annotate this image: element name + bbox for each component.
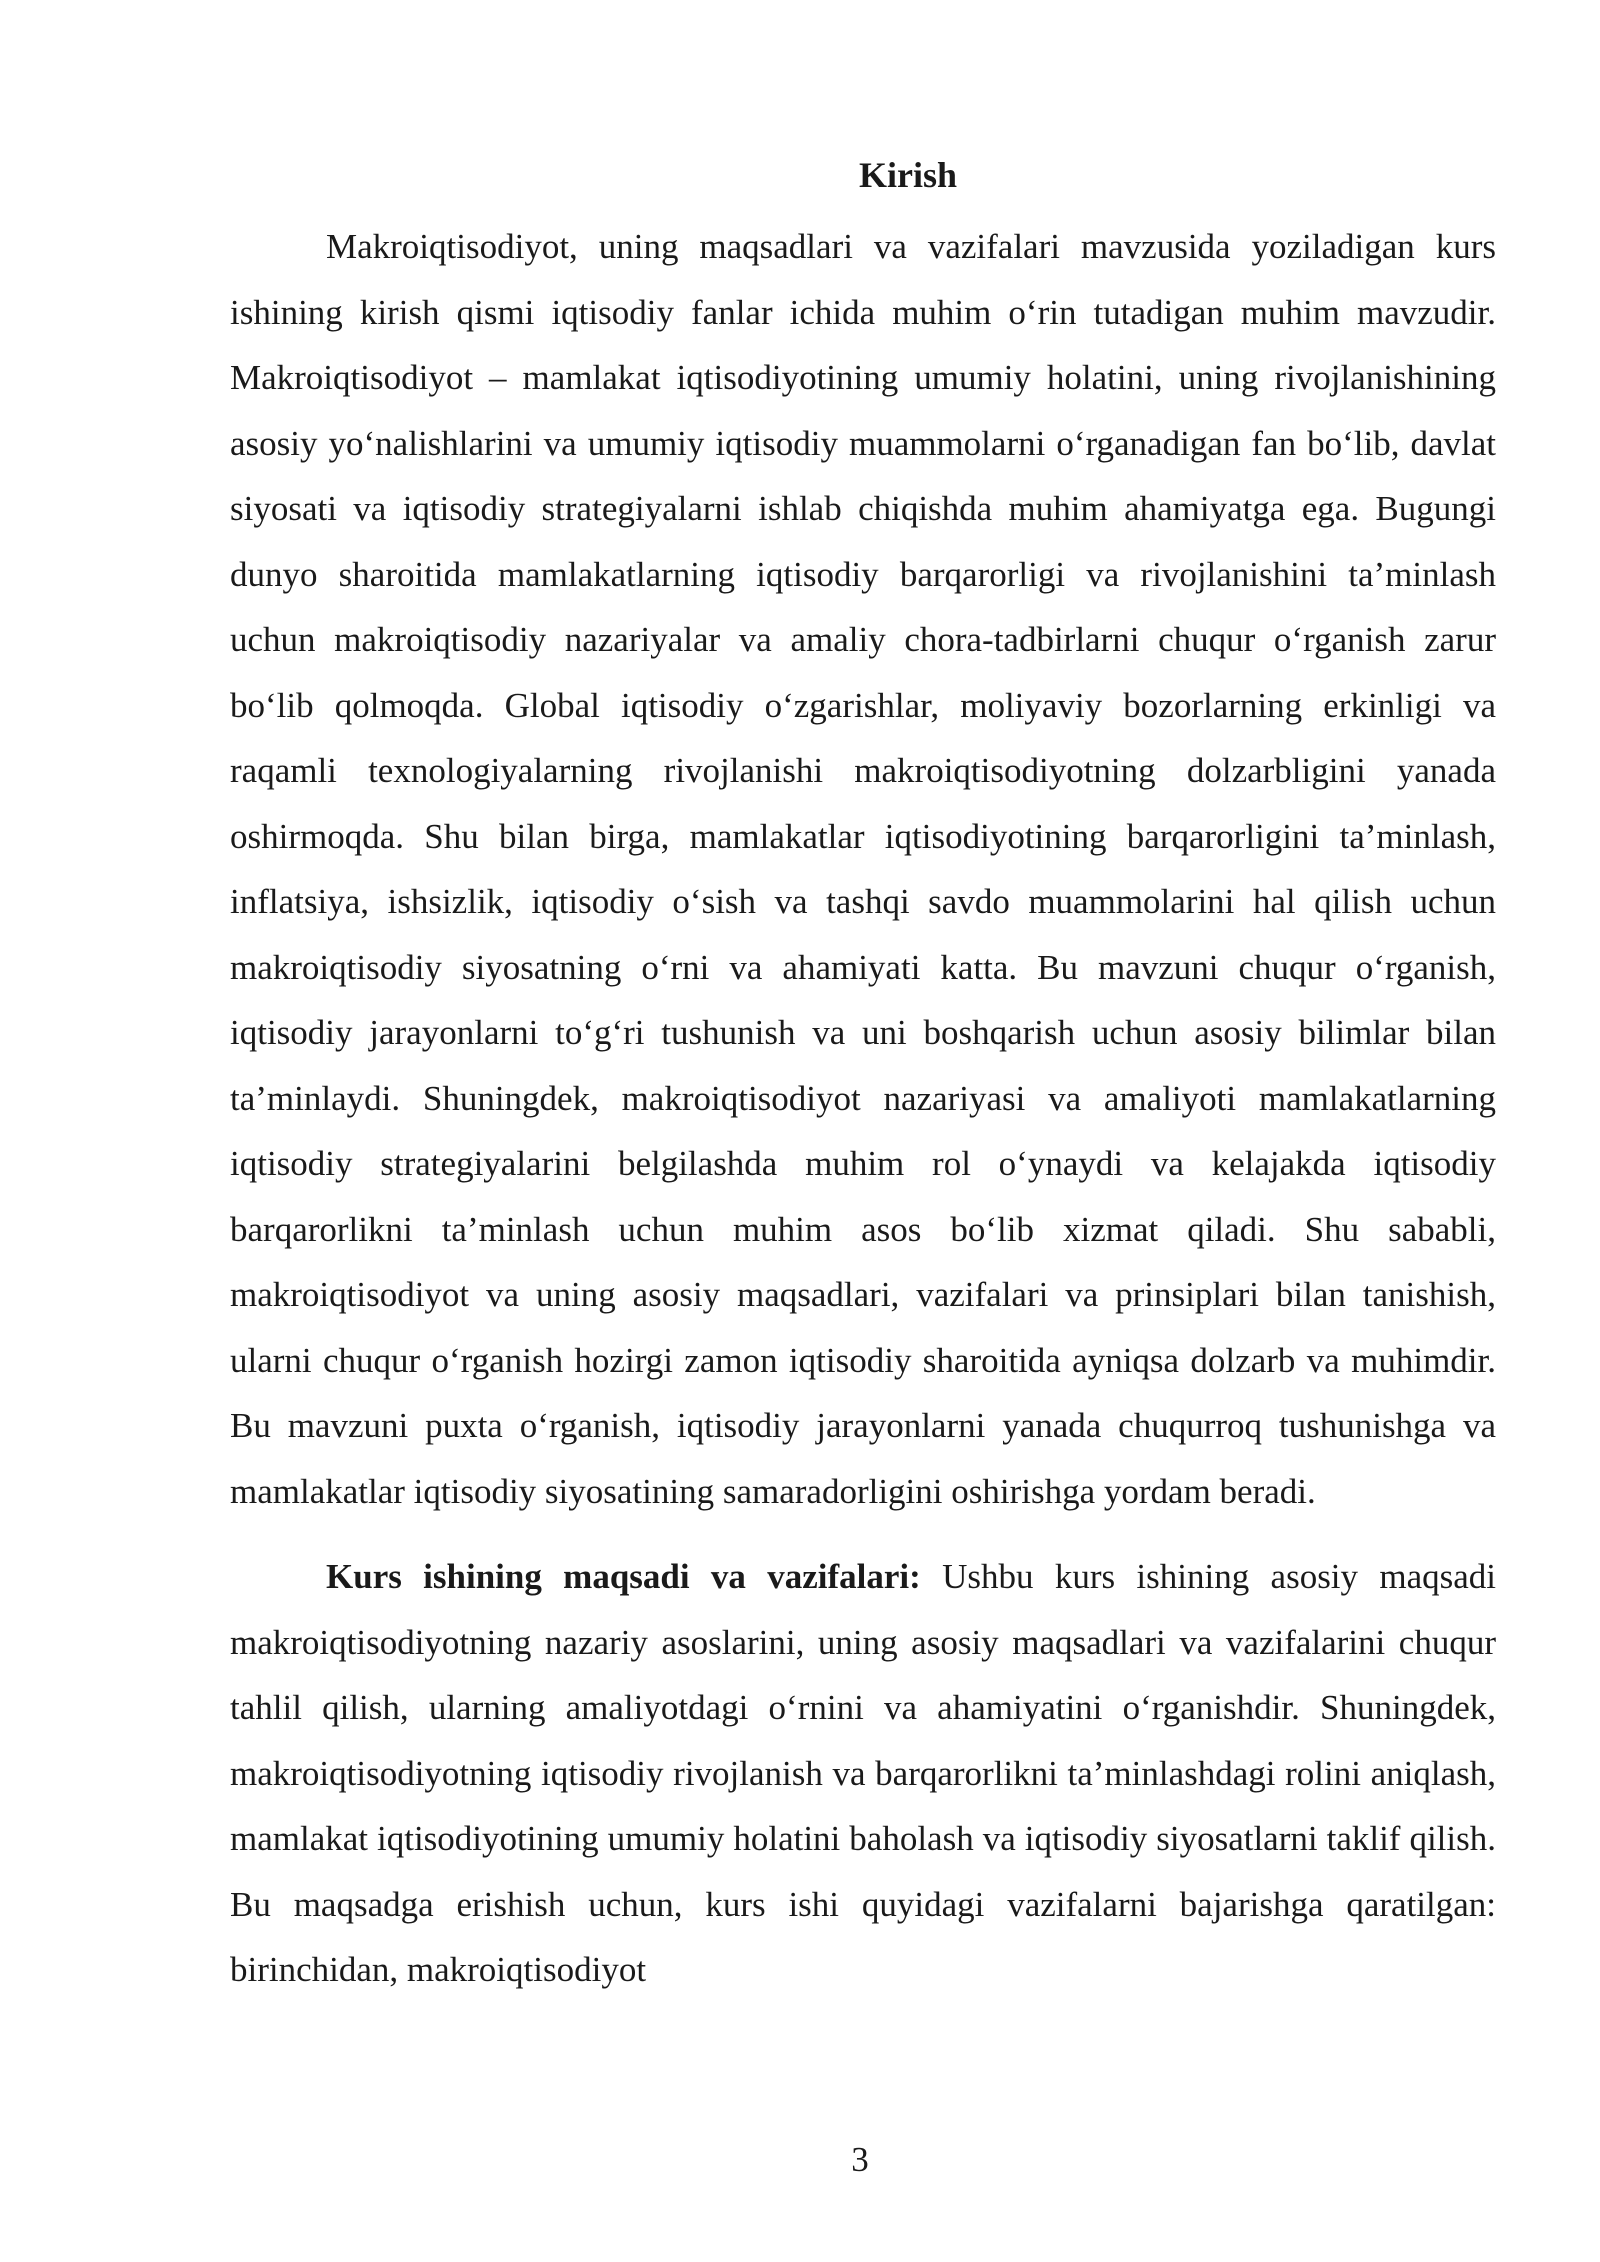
goals-body: Ushbu kurs ishining asosiy maqsadi makroiqtisodiyotning nazariy asoslarini, uning asosiy maqsadlari va vazifalarini chuqur tahlil qilish, ularning amaliyotdagi o‘rnini va ahamiyatini o‘rganishdir. Shuningdek, makroiqtisodiyotning iqtisodiy rivojlanish va barqarorlikni ta’minlashdagi rolini aniqlash, mamlakat iqtisodiyotining umumiy holatini baholash va iqtisodiy siyosatlarni taklif qilish. Bu maqsadga erishish uchun, kurs ishi quyidagi vazifalarni bajarishga qaratilgan: birinchidan, makroiqtisodiyot — [230, 1557, 1496, 1989]
goals-heading: Kurs ishining maqsadi va vazifalari: — [326, 1557, 921, 1596]
page-number: 3 — [851, 2140, 869, 2179]
section-title: Kirish — [858, 155, 957, 195]
goals-paragraph — [230, 1544, 1496, 2003]
document-page — [230, 150, 1496, 2003]
intro-paragraph: Makroiqtisodiyot, uning maqsadlari va vazifalari mavzusida yoziladigan kurs ishining kirish qismi iqtisodiy fanlar ichida muhim o‘rin tutadigan muhim mavzudir. Makroiqtisodiyot – mamlakat iqtisodiyotining umumiy holatini, uning rivojlanishining asosiy yo‘nalishlarini va umumiy iqtisodiy muammolarni o‘rganadigan fan bo‘lib, davlat siyosati va iqtisodiy strategiyalarni ishlab chiqishda muhim ahamiyatga ega. Bugungi dunyo sharoitida mamlakatlarning iqtisodiy barqarorligi va rivojlanishini ta’minlash uchun makroiqtisodiy nazariyalar va amaliy chora-tadbirlarni chuqur o‘rganish zarur bo‘lib qolmoqda. Global iqtisodiy o‘zgarishlar, moliyaviy bozorlarning erkinligi va raqamli texnologiyalarning rivojlanishi makroiqtisodiyotning dolzarbligini yanada oshirmoqda. Shu bilan birga, mamlakatlar iqtisodiyotining barqarorligini ta’minlash, inflatsiya, ishsizlik, iqtisodiy o‘sish va tashqi savdo muammolarini hal qilish uchun makroiqtisodiy siyosatning o‘rni va ahamiyati katta. Bu mavzuni chuqur o‘rganish, iqtisodiy jarayonlarni to‘g‘ri tushunish va uni boshqarish uchun asosiy bilimlar bilan ta’minlaydi. Shuningdek, makroiqtisodiyot nazariyasi va amaliyoti mamlakatlarning iqtisodiy strategiyalarini belgilashda muhim rol o‘ynaydi va kelajakda iqtisodiy barqarorlikni ta’minlash uchun muhim asos bo‘lib xizmat qiladi. Shu sababli, makroiqtisodiyot va uning asosiy maqsadlari, vazifalari va prinsiplari bilan tanishish, ularni chuqur o‘rganish hozirgi zamon iqtisodiy sharoitida ayniqsa dolzarb va muhimdir. Bu mavzuni puxta o‘rganish, iqtisodiy jarayonlarni yanada chuqurroq tushunishga va mamlakatlar iqtisodiy siyosatining samaradorligini oshirishga yordam beradi. — [230, 227, 1496, 1511]
